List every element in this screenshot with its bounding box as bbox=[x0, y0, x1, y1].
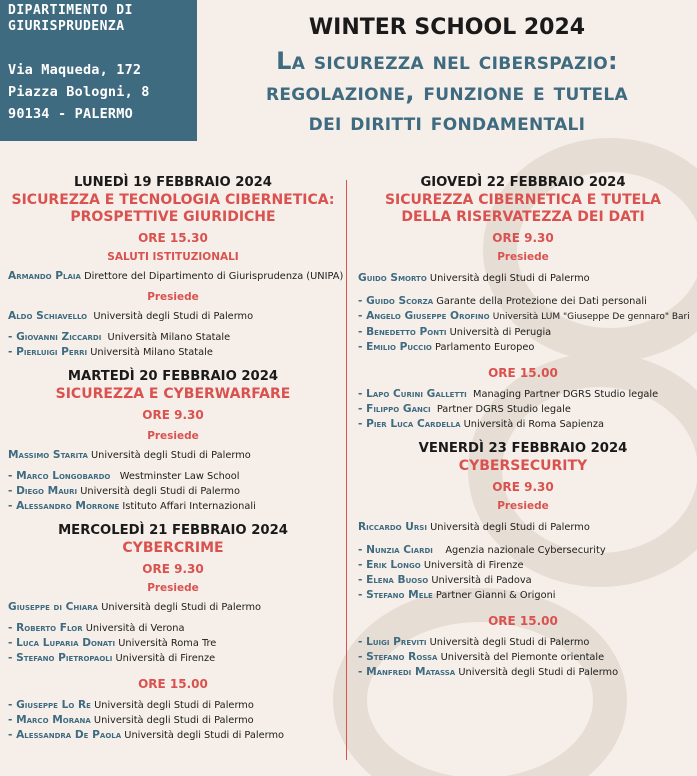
speaker-affiliation: Managing Partner DGRS Studio legale bbox=[473, 389, 659, 400]
speaker-affiliation: Università di Firenze bbox=[423, 560, 524, 571]
speaker-name: - Stefano Pietropaoli bbox=[8, 652, 113, 664]
speaker-row bbox=[358, 665, 688, 680]
session-topic: CYBERCRIME bbox=[122, 540, 224, 556]
day-heading: GIOVEDÌ 22 FEBBRAIO 2024 bbox=[420, 175, 626, 190]
speaker-name: - Diego Mauri bbox=[8, 485, 78, 497]
department-box bbox=[0, 0, 197, 141]
session-topic: SICUREZZA CIBERNETICA E TUTELA bbox=[384, 192, 662, 208]
opening-label: SALUTI ISTITUZIONALI bbox=[107, 251, 239, 263]
speaker-row bbox=[8, 713, 338, 728]
speaker-name: - Stefano Mele bbox=[358, 589, 433, 601]
speaker-name: - Filippo Ganci bbox=[358, 403, 431, 415]
speaker-name: - Elena Buoso bbox=[358, 574, 429, 586]
speaker-name: - Nunzia Ciardi bbox=[358, 544, 433, 556]
speaker-name: - Pier Luca Cardella bbox=[358, 418, 461, 430]
speaker-affiliation: Partner DGRS Studio legale bbox=[436, 404, 571, 415]
session-time: ORE 9.30 bbox=[142, 408, 204, 422]
speaker-name: - Luca Luparia Donati bbox=[8, 637, 116, 649]
speaker-row bbox=[358, 402, 688, 417]
speaker-affiliation: Agenzia nazionale Cybersecurity bbox=[445, 545, 606, 556]
speaker-row bbox=[8, 651, 338, 666]
speaker-name: - Marco Longobardo bbox=[8, 470, 111, 482]
department-name: DIPARTIMENTO DI GIURISPRUDENZA bbox=[8, 3, 133, 34]
speaker-affiliation: Università Roma Tre bbox=[118, 638, 217, 649]
address-line: 90134 - PALERMO bbox=[8, 106, 133, 122]
speaker-row bbox=[358, 650, 688, 665]
speaker-row bbox=[358, 340, 688, 355]
speaker-affiliation: Università di Verona bbox=[85, 623, 185, 634]
speaker-name: - Giovanni Ziccardi bbox=[8, 331, 102, 343]
speaker-name: - Roberto Flor bbox=[8, 622, 83, 634]
column-divider bbox=[346, 180, 347, 760]
speaker-row bbox=[8, 345, 338, 360]
schedule-left-column bbox=[8, 174, 344, 743]
speaker-name: - Angelo Giuseppe Orofino bbox=[358, 310, 490, 322]
speaker-name: Riccardo Ursi bbox=[358, 521, 427, 533]
chair-label: Presiede bbox=[147, 291, 199, 303]
speaker-row bbox=[8, 698, 338, 713]
speaker-name: - Pierluigi Perri bbox=[8, 346, 88, 358]
chair-row bbox=[8, 448, 338, 463]
speaker-affiliation: Garante della Protezione dei Dati personali bbox=[436, 296, 647, 307]
session-time: ORE 15.30 bbox=[138, 231, 208, 245]
speaker-row bbox=[358, 558, 688, 573]
speaker-affiliation: Parlamento Europeo bbox=[435, 342, 535, 353]
speaker-name: Guido Smorto bbox=[358, 272, 427, 284]
session-time: ORE 9.30 bbox=[492, 231, 554, 245]
chair-row bbox=[8, 600, 338, 615]
speaker-row bbox=[358, 309, 688, 325]
speaker-affiliation: Università Milano Statale bbox=[107, 332, 231, 343]
session-topic: SICUREZZA E TECNOLOGIA CIBERNETICA: bbox=[11, 192, 335, 208]
session-topic: DELLA RISERVATEZZA DEI DATI bbox=[401, 209, 645, 225]
speaker-row bbox=[358, 387, 688, 402]
speaker-name: - Luigi Previti bbox=[358, 636, 427, 648]
speaker-affiliation: Partner Gianni & Origoni bbox=[435, 590, 556, 601]
speaker-name: - Manfredi Matassa bbox=[358, 666, 456, 678]
speaker-row bbox=[8, 636, 338, 651]
day-block-wednesday bbox=[8, 522, 338, 743]
speaker-name: - Lapo Curini Galletti bbox=[358, 388, 467, 400]
speaker-name: - Alessandra De Paola bbox=[8, 729, 122, 741]
chair-row bbox=[358, 271, 688, 286]
speaker-name: - Guido Scorza bbox=[358, 295, 434, 307]
address-line: Via Maqueda, 172 bbox=[8, 62, 142, 78]
chair-label: Presiede bbox=[147, 582, 199, 594]
chair-label: Presiede bbox=[147, 430, 199, 442]
event-subtitle: regolazione, funzione e tutela bbox=[265, 78, 629, 106]
speaker-row bbox=[358, 325, 688, 340]
day-heading: MARTEDÌ 20 FEBBRAIO 2024 bbox=[67, 369, 279, 384]
speaker-affiliation: Università degli Studi di Palermo bbox=[458, 667, 619, 678]
speaker-name: - Giuseppe Lo Re bbox=[8, 699, 91, 711]
speaker-row bbox=[358, 573, 688, 588]
speaker-affiliation: Università degli Studi di Palermo bbox=[94, 700, 254, 711]
event-title: WINTER SCHOOL 2024 bbox=[308, 15, 586, 40]
session-time: ORE 15.00 bbox=[488, 614, 558, 628]
speaker-row bbox=[358, 543, 688, 558]
day-heading: VENERDÌ 23 FEBBRAIO 2024 bbox=[418, 441, 628, 456]
chair-row bbox=[8, 309, 338, 324]
day-block-tuesday bbox=[8, 368, 338, 514]
speaker-name: Giuseppe di Chiara bbox=[8, 601, 99, 613]
speaker-affiliation: Università degli Studi di Palermo bbox=[93, 311, 254, 322]
speaker-name: Aldo Schiavello bbox=[8, 310, 88, 322]
speaker-row bbox=[358, 635, 688, 650]
speaker-affiliation: Università degli Studi di Palermo bbox=[80, 486, 240, 497]
schedule-right-column bbox=[358, 174, 688, 680]
speaker-name: - Emilio Puccio bbox=[358, 341, 432, 353]
session-topic: PROSPETTIVE GIURIDICHE bbox=[70, 209, 276, 225]
speaker-name: - Alessandro Morrone bbox=[8, 500, 120, 512]
day-block-thursday bbox=[358, 174, 688, 432]
session-topic: SICUREZZA E CYBERWARFARE bbox=[55, 386, 291, 402]
speaker-affiliation: Università di Perugia bbox=[449, 327, 552, 338]
speaker-affiliation: Università degli Studi di Palermo bbox=[429, 273, 590, 284]
speaker-affiliation: Università del Piemonte orientale bbox=[440, 652, 605, 663]
speaker-row bbox=[8, 621, 338, 636]
speaker-affiliation: Westminster Law School bbox=[119, 471, 240, 482]
speaker-row bbox=[358, 417, 688, 432]
chair-label: Presiede bbox=[497, 251, 549, 263]
session-time: ORE 15.00 bbox=[138, 677, 208, 691]
speaker-row bbox=[8, 484, 338, 499]
speaker-row bbox=[358, 588, 688, 603]
session-time: ORE 15.00 bbox=[488, 366, 558, 380]
day-block-friday bbox=[358, 440, 688, 680]
speaker-affiliation: Università di Roma Sapienza bbox=[463, 419, 605, 430]
session-time: ORE 9.30 bbox=[492, 480, 554, 494]
day-block-monday bbox=[8, 174, 344, 360]
chair-row bbox=[358, 520, 688, 535]
speaker-affiliation: Università degli Studi di Palermo bbox=[124, 730, 285, 741]
speaker-row bbox=[8, 728, 338, 743]
speaker-affiliation: Università di Padova bbox=[431, 575, 532, 586]
speaker-name: - Stefano Rossa bbox=[358, 651, 438, 663]
speaker-name: - Marco Morana bbox=[8, 714, 91, 726]
day-heading: MERCOLEDÌ 21 FEBBRAIO 2024 bbox=[58, 523, 288, 538]
speaker-affiliation: Università Milano Statale bbox=[90, 347, 213, 358]
address-line: Piazza Bologni, 8 bbox=[8, 84, 150, 100]
speaker-affiliation: Università degli Studi di Palermo bbox=[91, 450, 251, 461]
speaker-affiliation: Università degli Studi di Palermo bbox=[101, 602, 261, 613]
session-topic: CYBERSECURITY bbox=[458, 458, 588, 474]
day-heading: LUNEDÌ 19 FEBBRAIO 2024 bbox=[74, 175, 272, 190]
speaker-row bbox=[358, 294, 688, 309]
speaker-name: - Erik Longo bbox=[358, 559, 421, 571]
speaker-row bbox=[8, 330, 338, 345]
speaker-affiliation: Università degli Studi di Palermo bbox=[429, 637, 590, 648]
speaker-affiliation: Direttore del Dipartimento di Giurisprudenza (UNIPA) bbox=[84, 271, 344, 282]
chair-label: Presiede bbox=[497, 500, 549, 512]
session-time: ORE 9.30 bbox=[142, 562, 204, 576]
speaker-row bbox=[8, 469, 338, 484]
speaker-affiliation: Università LUM "Giuseppe De gennaro" Bari bbox=[492, 312, 690, 322]
speaker-name: Armando Plaia bbox=[8, 270, 81, 282]
event-subtitle: dei diritti fondamentali bbox=[308, 108, 586, 136]
speaker-row bbox=[8, 499, 338, 514]
speaker-affiliation: Università di Firenze bbox=[115, 653, 216, 664]
speaker-name: Massimo Starita bbox=[8, 449, 88, 461]
event-subtitle: La sicurezza nel ciberspazio: bbox=[276, 47, 618, 75]
speaker-row bbox=[8, 269, 344, 284]
speaker-affiliation: Università degli Studi di Palermo bbox=[430, 522, 590, 533]
speaker-affiliation: Istituto Affari Internazionali bbox=[122, 501, 256, 512]
speaker-affiliation: Università degli Studi di Palermo bbox=[93, 715, 254, 726]
speaker-name: - Benedetto Ponti bbox=[358, 326, 447, 338]
